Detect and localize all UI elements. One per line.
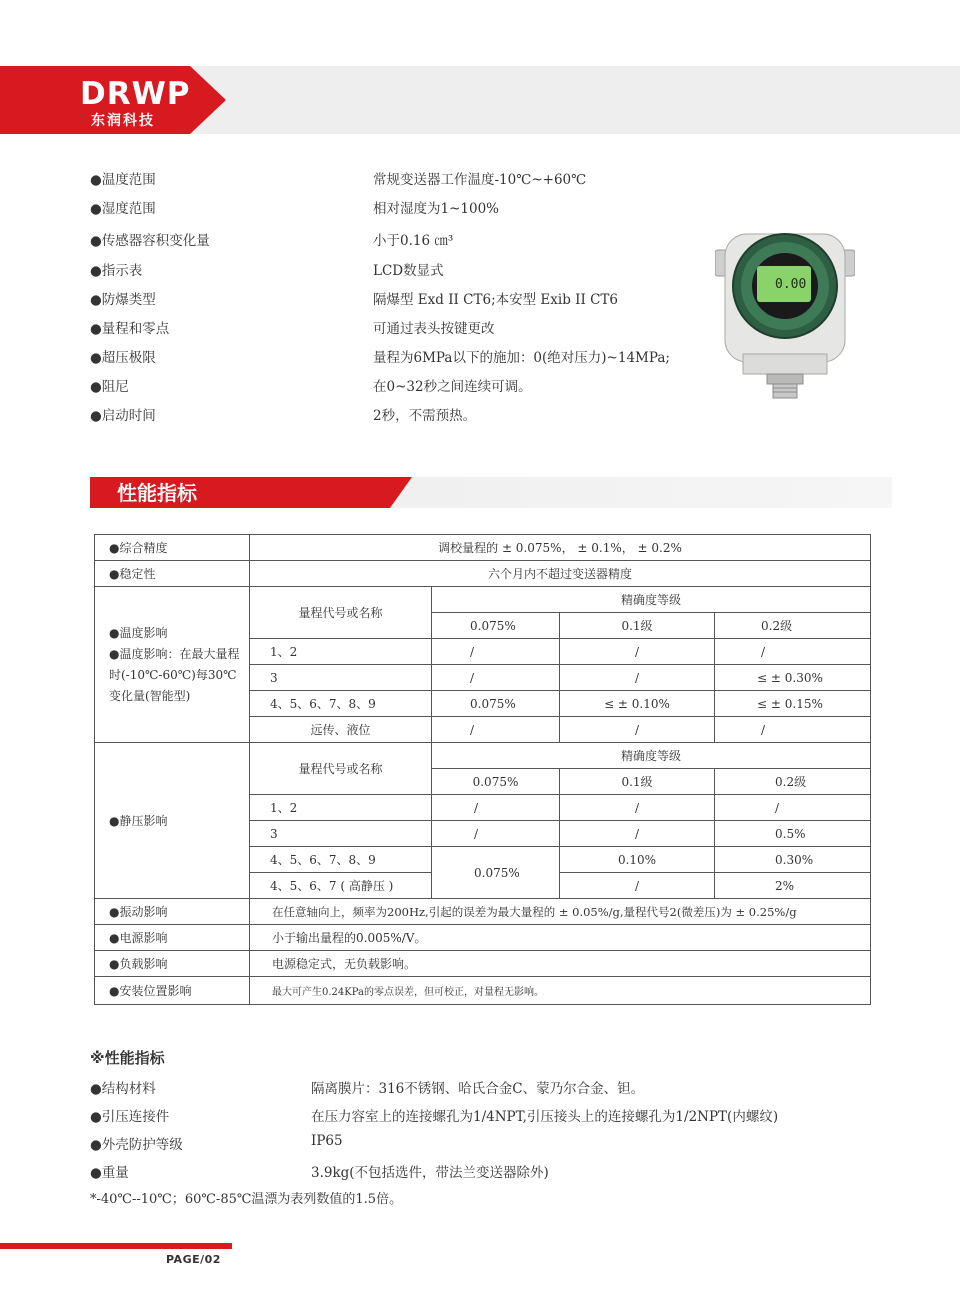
- grade-cell: 0.1级: [560, 613, 715, 639]
- row-label: ●综合精度: [95, 535, 250, 561]
- value-cell: /: [560, 639, 715, 665]
- table-row: [95, 535, 871, 561]
- perf-spec-value: 3.9kg(不包括选件，带法兰变送器除外): [311, 1165, 549, 1181]
- table-row: [95, 899, 871, 925]
- range-name: 1、2: [250, 795, 432, 821]
- static-label: ●静压影响: [95, 743, 250, 899]
- range-name: 1、2: [250, 639, 432, 665]
- spec-value: 常规变送器工作温度-10℃~+60℃: [373, 172, 587, 188]
- spec-value: 在0~32秒之间连续可调。: [373, 379, 532, 395]
- value-cell: ≤ ± 0.10%: [560, 691, 715, 717]
- value-cell: /: [560, 665, 715, 691]
- value-cell: ≤ ± 0.30%: [715, 665, 871, 691]
- row-label: ●安装位置影响: [95, 977, 250, 1005]
- spec-label: ●温度范围: [90, 172, 156, 188]
- spec-label: ●超压极限: [90, 350, 156, 366]
- value-cell: /: [432, 717, 560, 743]
- row-label: ●电源影响: [95, 925, 250, 951]
- spec-label: ●启动时间: [90, 408, 156, 424]
- perf-spec-value: IP65: [311, 1133, 343, 1149]
- spec-value: 量程为6MPa以下的施加：0(绝对压力)~14MPa;: [373, 350, 670, 366]
- brand-logo: DRWP: [80, 76, 191, 112]
- row-value: 最大可产生0.24KPa的零点误差，但可校正，对量程无影响。: [250, 977, 871, 1005]
- pressure-transmitter-image: [715, 228, 855, 400]
- value-cell: /: [432, 821, 560, 847]
- grade-header: 精确度等级: [432, 587, 871, 613]
- row-value: 电源稳定式，无负载影响。: [250, 951, 871, 977]
- table-row: [95, 587, 871, 613]
- range-name: 4、5、6、7、8、9: [250, 847, 432, 873]
- value-cell: 2%: [715, 873, 871, 899]
- spec-value: 2秒，不需预热。: [373, 408, 477, 424]
- spec-value: 可通过表头按键更改: [373, 321, 495, 337]
- perf-spec-title: ※性能指标: [90, 1049, 165, 1067]
- value-cell: /: [432, 795, 560, 821]
- value-cell: /: [432, 665, 560, 691]
- range-header: 量程代号或名称: [250, 743, 432, 795]
- value-cell: 0.5%: [715, 821, 871, 847]
- table-row: [95, 977, 871, 1005]
- perf-spec-label: ●外壳防护等级: [90, 1137, 183, 1153]
- spec-label: ●湿度范围: [90, 201, 156, 217]
- range-name: 3: [250, 665, 432, 691]
- performance-table: [94, 534, 871, 1005]
- spec-label: ●传感器容积变化量: [90, 233, 210, 249]
- spec-value: LCD数显式: [373, 263, 444, 279]
- spec-label: ●量程和零点: [90, 321, 170, 337]
- value-cell: /: [715, 639, 871, 665]
- temp-label-1: ●温度影响: [109, 625, 168, 640]
- table-row: [95, 951, 871, 977]
- temp-label-cell: [95, 587, 250, 743]
- row-value: 六个月内不超过变送器精度: [250, 561, 871, 587]
- spec-value: 隔爆型 Exd II CT6;本安型 Exib II CT6: [373, 292, 619, 308]
- value-cell: 0.10%: [560, 847, 715, 873]
- value-cell: /: [560, 795, 715, 821]
- perf-spec-label: ●重量: [90, 1165, 129, 1181]
- spec-value: 小于0.16 ㎝³: [373, 233, 454, 249]
- value-cell: /: [560, 717, 715, 743]
- row-label: ●负载影响: [95, 951, 250, 977]
- range-header: 量程代号或名称: [250, 587, 432, 639]
- range-name: 远传、液位: [250, 717, 432, 743]
- grade-header: 精确度等级: [432, 743, 871, 769]
- perf-spec-label: ●结构材料: [90, 1081, 156, 1097]
- range-name: 4、5、6、7 ( 高静压 ): [250, 873, 432, 899]
- value-cell: 0.30%: [715, 847, 871, 873]
- page-number: PAGE/02: [166, 1253, 221, 1266]
- value-cell: ≤ ± 0.15%: [715, 691, 871, 717]
- grade-cell: 0.2级: [715, 769, 871, 795]
- value-cell: /: [715, 795, 871, 821]
- spec-label: ●指示表: [90, 263, 143, 279]
- range-name: 3: [250, 821, 432, 847]
- perf-spec-value: 隔离膜片：316不锈钢、哈氏合金C、蒙乃尔合金、钽。: [311, 1081, 645, 1097]
- row-label: ●稳定性: [95, 561, 250, 587]
- row-value: 小于输出量程的0.005%/V。: [250, 925, 871, 951]
- value-cell: 0.075%: [432, 847, 560, 899]
- section-title: 性能指标: [117, 481, 197, 505]
- brand-name-cn: 东润科技: [91, 113, 155, 129]
- temp-label-2: ●温度影响：在最大量程时(-10℃-60℃)每30℃变化量(智能型): [109, 646, 240, 703]
- table-row: [95, 561, 871, 587]
- grade-cell: 0.075%: [432, 769, 560, 795]
- footnote: *-40℃--10℃；60℃-85℃温漂为表列数值的1.5倍。: [90, 1192, 403, 1207]
- lcd-reading: 0.00: [775, 277, 807, 292]
- footer-red-line: [0, 1243, 232, 1249]
- grade-cell: 0.2级: [715, 613, 871, 639]
- value-cell: 0.075%: [432, 691, 560, 717]
- grade-cell: 0.075%: [432, 613, 560, 639]
- spec-label: ●防爆类型: [90, 292, 156, 308]
- grade-cell: 0.1级: [560, 769, 715, 795]
- spec-value: 相对湿度为1~100%: [373, 201, 499, 217]
- table-row: [95, 743, 871, 769]
- spec-label: ●阻尼: [90, 379, 129, 395]
- value-cell: /: [560, 821, 715, 847]
- value-cell: /: [715, 717, 871, 743]
- perf-spec-label: ●引压连接件: [90, 1109, 170, 1125]
- perf-spec-value: 在压力容室上的连接螺孔为1/4NPT,引压接头上的连接螺孔为1/2NPT(内螺纹): [311, 1109, 779, 1125]
- row-value: 调校量程的 ± 0.075%， ± 0.1%， ± 0.2%: [250, 535, 871, 561]
- value-cell: /: [560, 873, 715, 899]
- range-name: 4、5、6、7、8、9: [250, 691, 432, 717]
- row-label: ●振动影响: [95, 899, 250, 925]
- value-cell: /: [432, 639, 560, 665]
- table-row: [95, 925, 871, 951]
- row-value: 在任意轴向上，频率为200Hz,引起的误差为最大量程的 ± 0.05%/g,量程代号2(微差压)为 ± 0.25%/g: [250, 899, 871, 925]
